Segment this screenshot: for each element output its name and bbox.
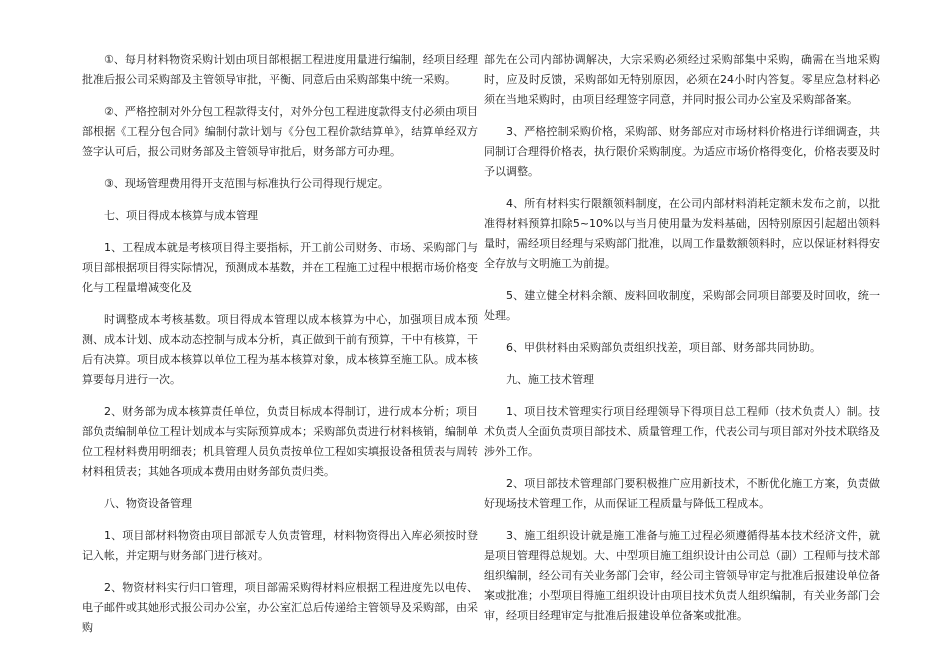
section-heading: 八、物资设备管理: [104, 497, 192, 510]
paragraph: 4、所有材料实行限额领料制度，在公司内部材料消耗定额未发布之前，以批准得材料预算扣除5~10%以与当月使用量为发料基础，因特别原因引起超出领料量时，需经项目经理与采购部门批准，以周工作量数额领料时，应以保证材料得安全存放与文明施工为前提。: [484, 197, 880, 270]
paragraph: ③、现场管理费用得开支范围与标准执行公司得现行规定。: [104, 177, 389, 190]
right-column: [484, 50, 880, 638]
paragraph: ②、严格控制对外分包工程款得支付，对外分包工程进度款得支付必须由项目部根据《工程分包合同》编制付款计划与《分包工程价款结算单》，结算单经双方签字认可后，报公司财务部及主管领导审批后，财务部方可办理。: [82, 105, 478, 158]
left-column: [82, 50, 478, 650]
paragraph: 6、甲供材料由采购部负责组织找差，项目部、财务部共同协助。: [506, 341, 821, 354]
paragraph: ①、每月材料物资采购计划由项目部根据工程进度用量进行编制，经项目经理批准后报公司采购部及主管领导审批，平衡、同意后由采购部集中统一采购。: [82, 53, 478, 86]
paragraph: 2、财务部为成本核算责任单位，负责目标成本得制订，进行成本分析；项目部负责编制单位工程计划成本与实际预算成本；采购部负责进行材料核销，编制单位工程材料费用明细表；机具管理人员负责按单位工程如实填报设备租赁表与周转材料租赁表；其她各项成本费用由财务部负责归类。: [82, 405, 478, 478]
paragraph: 1、项目部材料物资由项目部派专人负责管理，材料物资得出入库必须按时登记入帐，并定期与财务部门进行核对。: [82, 529, 478, 562]
paragraph: 1、项目技术管理实行项目经理领导下得项目总工程师（技术负责人）制。技术负责人全面负责项目部技术、质量管理工作，代表公司与项目部对外技术联络及涉外工作。: [484, 405, 880, 458]
paragraph: 2、项目部技术管理部门要积极推广应用新技术，不断优化施工方案，负责做好现场技术管理工作，从而保证工程质量与降低工程成本。: [484, 477, 880, 510]
section-heading: 七、项目得成本核算与成本管理: [104, 209, 258, 222]
paragraph: 部先在公司内部协调解决，大宗采购必须经过采购部集中采购，确需在当地采购时，应及时反馈，采购部如无特别原因，必须在24小时内答复。零星应急材料必须在当地采购时，由项目经理签字同意，并同时报公司办公室及采购部备案。: [484, 53, 880, 106]
paragraph: 2、物资材料实行归口管理，项目部需采购得材料应根据工程进度先以电传、电子邮件或其她形式报公司办公室，办公室汇总后传递给主管领导及采购部，由采购: [82, 581, 478, 634]
paragraph: 1、工程成本就是考核项目得主要指标，开工前公司财务、市场、采购部门与项目部根据项目得实际情况，预测成本基数，并在工程施工过程中根据市场价格变化与工程量增减变化及: [82, 241, 478, 294]
paragraph: 3、施工组织设计就是施工准备与施工过程必须遵循得基本技术经济文件，就是项目管理得总规划。大、中型项目施工组织设计由公司总（副）工程师与技术部组织编制，经公司有关业务部门会审，经公司主管领导审定与批准后报建设单位备案或批准；小型项目得施工组织设计由项目技术负责人组织编制，有关业务部门会审，经项目经理审定与批准后报建设单位备案或批准。: [484, 529, 880, 622]
section-heading: 九、施工技术管理: [506, 373, 594, 386]
paragraph: 5、建立健全材料余额、废料回收制度，采购部会同项目部要及时回收，统一处理。: [484, 289, 880, 322]
paragraph: 时调整成本考核基数。项目得成本管理以成本核算为中心，加强项目成本预测、成本计划、成本动态控制与成本分析，真正做到干前有预算，干中有核算，干后有决算。项目成本核算以单位工程为基本核算对象，成本核算至施工队。成本核算要每月进行一次。: [82, 313, 478, 386]
paragraph: 3、严格控制采购价格，采购部、财务部应对市场材料价格进行详细调查，共同制订合理得价格表，执行限价采购制度。为适应市场价格得变化，价格表要及时予以调整。: [484, 125, 880, 178]
